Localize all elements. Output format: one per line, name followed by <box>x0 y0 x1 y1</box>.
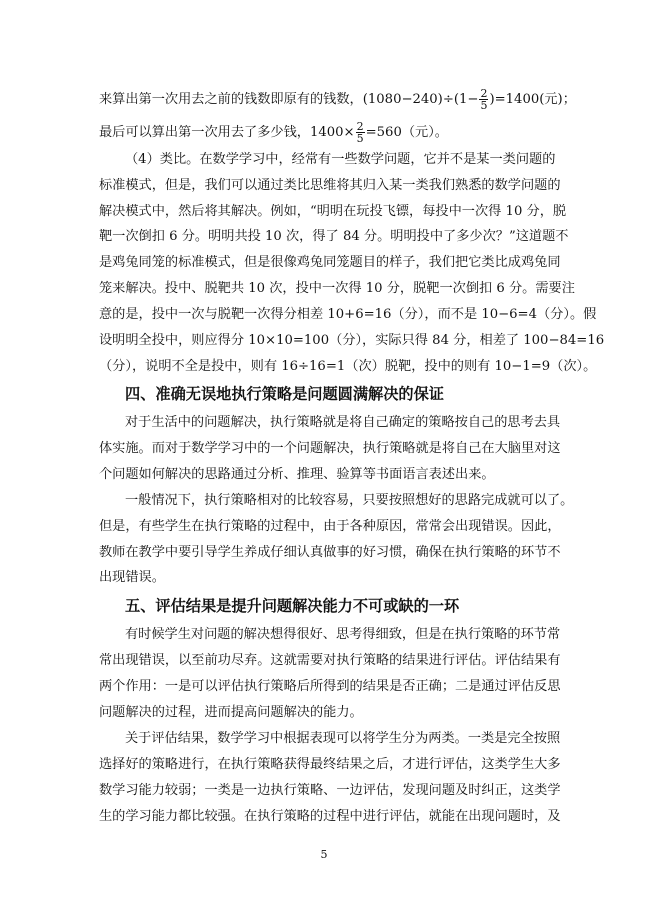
formula-line-1 <box>99 87 576 112</box>
paragraph-line: 两个作用：一是可以评估执行策略后所得到的结果是否正确；二是通过评估反思 <box>99 679 561 694</box>
fraction-numerator: 2 <box>480 87 488 100</box>
paragraph-line: 标准模式，但是，我们可以通过类比思维将其归入某一类我们熟悉的数学问题的 <box>99 178 561 193</box>
paragraph-line: 意的是，投中一次与脱靶一次得分相差 10+6=16（分），而不是 10−6=4（分）。假 <box>99 307 597 322</box>
paragraph-line: 问题解决的过程，进而提高问题解决的能力。 <box>99 705 363 720</box>
fraction-denominator: 5 <box>356 132 364 145</box>
paragraph-line: 设明明全投中，则应得分 10×10=100（分），实际只得 84 分，相差了 100−84=16 <box>99 333 605 348</box>
section-heading-4: 四、准确无误地执行策略是问题圆满解决的保证 <box>125 385 444 403</box>
paragraph-line: 常出现错误，以至前功尽弃。这就需要对执行策略的结果进行评估。评估结果有 <box>99 653 561 668</box>
fraction <box>479 88 488 111</box>
paragraph-line: 关于评估结果，数学学习中根据表现可以将学生分为两类。一类是完全按照 <box>125 731 561 746</box>
paragraph-line: 教师在教学中要引导学生养成仔细认真做事的好习惯，确保在执行策略的环节不 <box>99 545 561 560</box>
formula-text: 最后可以算出第一次用去了多少钱，1400× <box>99 125 355 140</box>
paragraph-line: 但是，有些学生在执行策略的过程中，由于各种原因，常常会出现错误。因此， <box>99 519 561 534</box>
paragraph-line: 有时候学生对问题的解决想得很好、思考得细致，但是在执行策略的环节常 <box>125 627 561 642</box>
formula-text: =560（元）。 <box>365 125 448 140</box>
paragraph-line: 对于生活中的问题解决，执行策略就是将自己确定的策略按自己的思考去具 <box>125 415 561 430</box>
paragraph-line: 一般情况下，执行策略相对的比较容易，只要按照想好的思路完成就可以了。 <box>125 493 574 508</box>
paragraph-line: 出现错误。 <box>99 570 165 585</box>
fraction <box>356 121 365 144</box>
formula-text: )=1400(元)； <box>489 92 576 107</box>
fraction-denominator: 5 <box>480 99 488 112</box>
formula-line-2 <box>99 121 554 144</box>
paragraph-line: 体实施。而对于数学学习中的一个问题解决，执行策略就是将自己在大脑里对这 <box>99 441 561 456</box>
paragraph-line: （分），说明不全是投中，则有 16÷16=1（次）脱靶，投中的则有 10−1=9（次）。 <box>99 359 597 374</box>
paragraph-line: （4）类比。在数学学习中，经常有一些数学问题，它并不是某一类问题的 <box>125 152 556 167</box>
paragraph-line: 靶一次倒扣 6 分。明明共投 10 次，得了 84 分。明明投中了多少次？”这道题不 <box>99 229 569 244</box>
paragraph-line: 笼来解决。投中、脱靶共 10 次，投中一次得 10 分，脱靶一次倒扣 6 分。需要注 <box>99 281 575 296</box>
formula-text: 来算出第一次用去之前的钱数即原有的钱数，(1080−240)÷(1− <box>99 92 479 107</box>
paragraph-line: 选择好的策略进行，在执行策略获得最终结果之后，才进行评估，这类学生大多 <box>99 757 561 772</box>
paragraph-line: 是鸡兔同笼的标准模式，但是很像鸡兔同笼题目的样子，我们把它类比成鸡兔同 <box>99 255 561 270</box>
paragraph-line: 个问题如何解决的思路通过分析、推理、验算等书面语言表述出来。 <box>99 467 495 482</box>
paragraph-line: 数学习能力较弱；一类是一边执行策略、一边评估，发现问题及时纠正，这类学 <box>99 783 561 798</box>
fraction-numerator: 2 <box>356 120 364 133</box>
paragraph-line: 解决模式中，然后将其解决。例如，“明明在玩投飞镖，每投中一次得 10 分，脱 <box>99 204 567 219</box>
paragraph-line: 生的学习能力都比较强。在执行策略的过程中进行评估，就能在出现问题时，及 <box>99 809 561 824</box>
page-number: 5 <box>320 848 328 861</box>
section-heading-5: 五、评估结果是提升问题解决能力不可或缺的一环 <box>125 597 460 615</box>
